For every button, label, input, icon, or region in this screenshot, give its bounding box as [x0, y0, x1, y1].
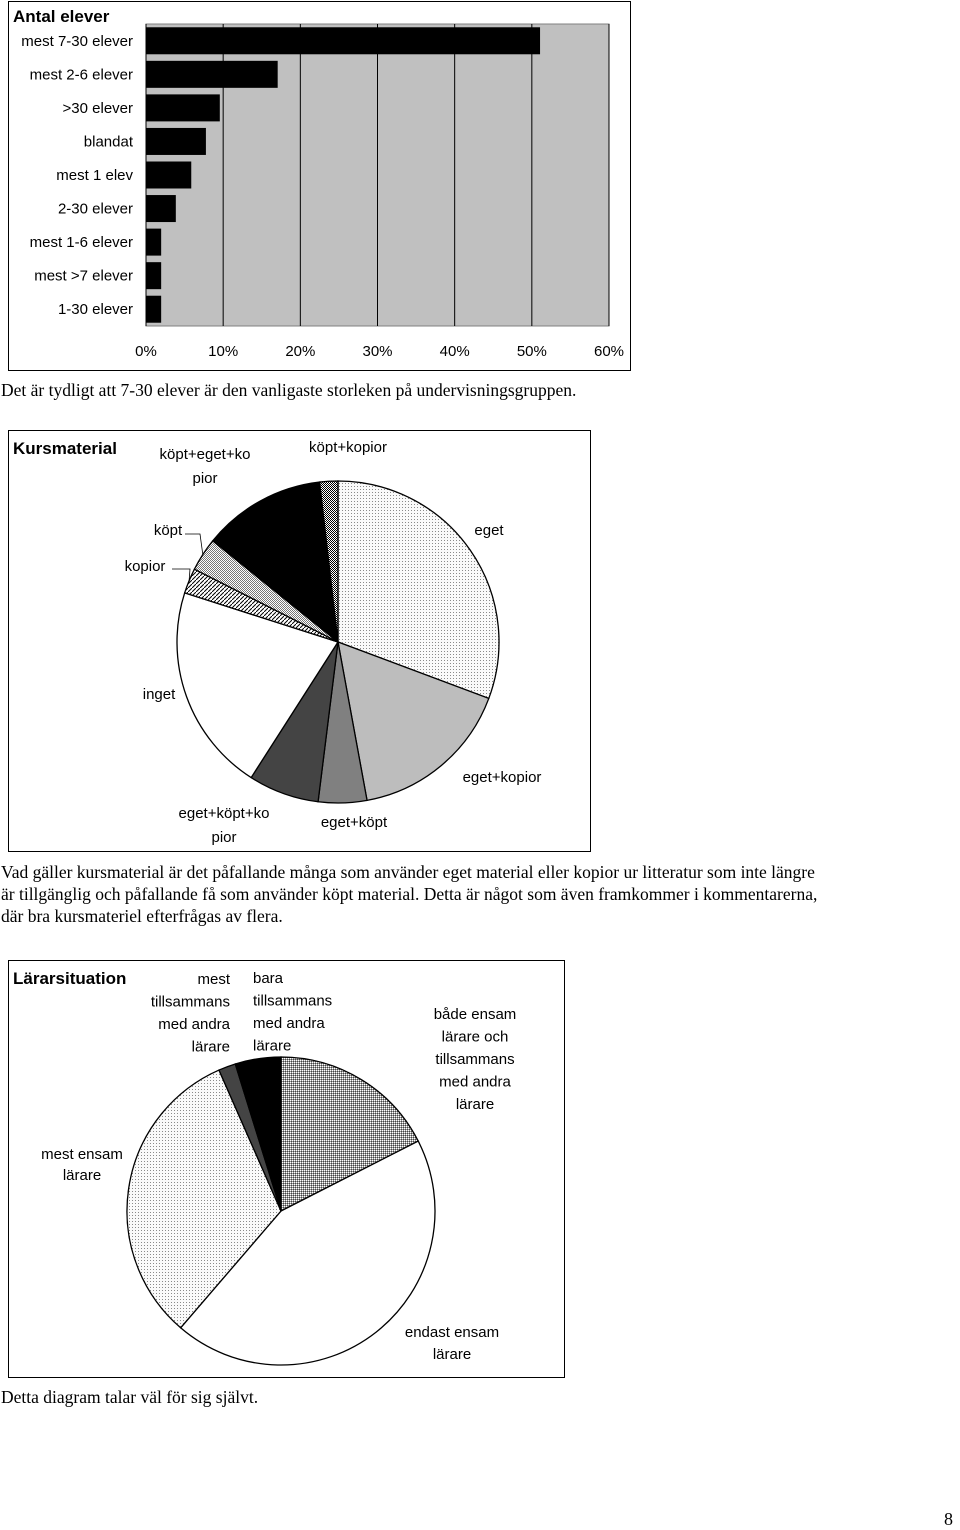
slice-label: mest	[197, 971, 230, 988]
category-label: blandat	[83, 133, 133, 151]
category-label: 1-30 elever	[57, 301, 133, 319]
x-tick-label: 60%	[593, 343, 625, 360]
slice-label: lärare	[455, 1096, 495, 1113]
category-label: mest 1 elev	[56, 167, 133, 184]
paragraph-diagram: Detta diagram talar väl för sig självt.	[1, 1387, 259, 1407]
slice-label: köpt+eget+ko	[159, 446, 251, 463]
slice-label: tillsammans	[253, 992, 333, 1010]
chart-title: Antal elever	[13, 7, 110, 26]
slice-label: köpt	[153, 522, 183, 539]
slice-label: mest ensam	[41, 1146, 123, 1163]
slice-label: eget+köpt	[320, 814, 388, 831]
slice-label: inget	[142, 686, 176, 703]
slice-label: tillsammans	[435, 1051, 515, 1068]
slice-label: bara	[253, 970, 284, 987]
slice-label: eget+kopior	[462, 769, 542, 786]
slice-label: både ensam	[433, 1006, 517, 1023]
paragraph-line: där bra kursmateriel efterfrågas av flera.	[1, 906, 283, 926]
x-tick-label: 50%	[516, 343, 547, 360]
slice-label: köpt+kopior	[309, 439, 387, 456]
category-label: mest 2-6 elever	[29, 66, 133, 84]
category-label: 2-30 elever	[57, 200, 133, 218]
slice-label: lärare	[253, 1037, 292, 1055]
x-tick-label: 30%	[362, 343, 393, 360]
paragraph-line: är tillgänglig och påfallande få som använder köpt material. Detta är något som även framkommer i kommentarerna,	[1, 884, 818, 904]
slice-label: tillsammans	[150, 993, 230, 1011]
x-tick-label: 40%	[439, 343, 470, 360]
chart-title: Lärarsituation	[13, 969, 127, 988]
slice-label: endast ensam	[404, 1324, 500, 1341]
chart-title: Kursmaterial	[13, 439, 117, 458]
paragraph-line: Vad gäller kursmaterial är det påfallande många som använder eget material eller kopior ur litteratur som inte längre	[1, 862, 815, 882]
slice-label: med andra	[439, 1073, 511, 1091]
page-number: 8	[944, 1509, 953, 1529]
slice-label: kopior	[124, 558, 166, 575]
slice-label: eget	[474, 522, 504, 539]
slice-label: med andra	[158, 1016, 230, 1033]
category-label: >30 elever	[62, 99, 133, 117]
slice-label: eget+köpt+ko	[178, 805, 270, 822]
slice-label: lärare och	[441, 1028, 509, 1046]
slice-label: pior	[192, 470, 218, 487]
slice-label: lärare	[191, 1038, 230, 1056]
category-label: mest 7-30 elever	[21, 32, 133, 50]
x-tick-label: 20%	[285, 343, 316, 360]
slice-label: lärare	[62, 1167, 102, 1184]
category-label: mest >7 elever	[34, 267, 133, 285]
category-label: mest 1-6 elever	[29, 234, 133, 252]
slice-label: pior	[211, 829, 237, 846]
x-tick-label: 10%	[208, 343, 239, 360]
slice-label: med andra	[253, 1015, 325, 1032]
paragraph-group-size: Det är tydligt att 7-30 elever är den vanligaste storleken på undervisningsgruppen.	[1, 380, 577, 400]
x-tick-label: 0%	[135, 343, 157, 360]
slice-label: lärare	[432, 1346, 472, 1363]
